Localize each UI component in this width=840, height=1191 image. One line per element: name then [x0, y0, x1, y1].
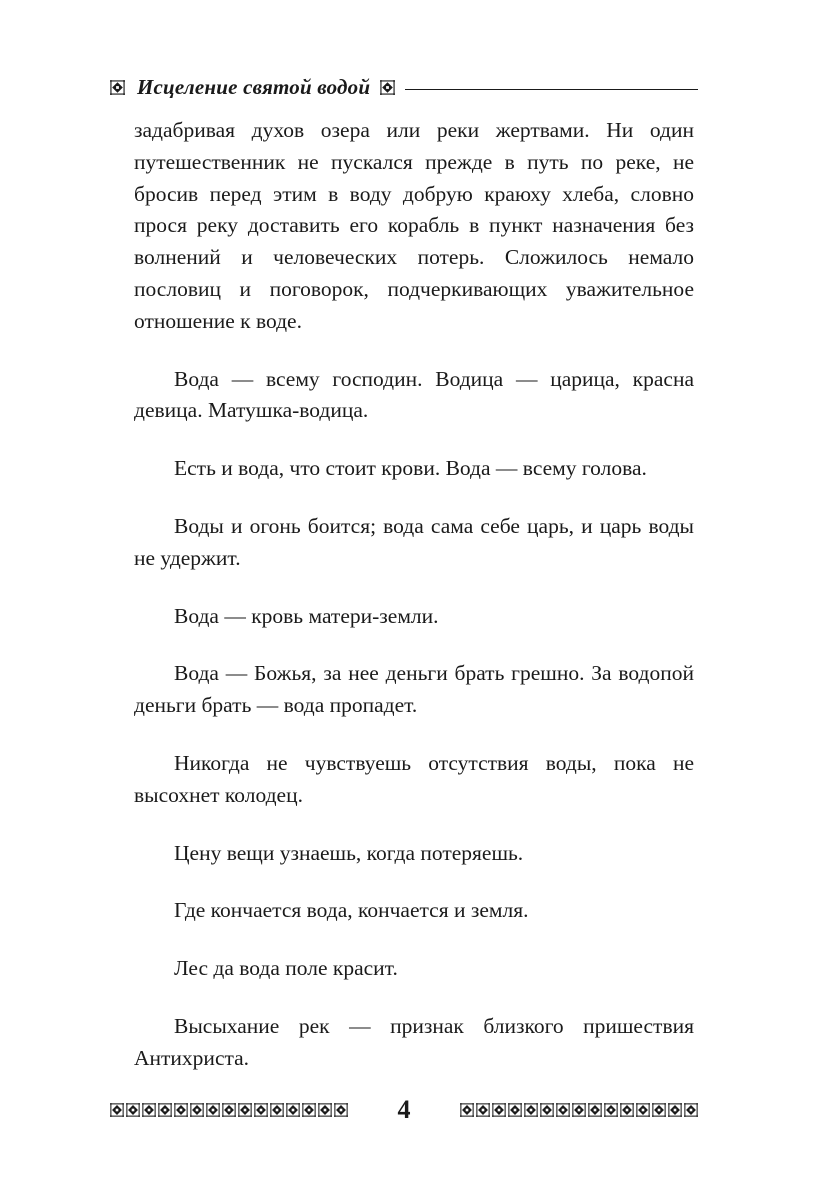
ornament-band-right — [460, 1103, 698, 1117]
ornament-icon — [142, 1103, 156, 1117]
ornament-icon — [126, 1103, 140, 1117]
ornament-icon — [380, 80, 395, 95]
ornament-icon — [110, 1103, 124, 1117]
ornament-icon — [206, 1103, 220, 1117]
ornament-icon — [684, 1103, 698, 1117]
ornament-icon — [620, 1103, 634, 1117]
ornament-icon — [238, 1103, 252, 1117]
page-body — [134, 115, 694, 1075]
ornament-icon — [588, 1103, 602, 1117]
ornament-icon — [476, 1103, 490, 1117]
proverb-paragraph: Никогда не чувствуешь отсутствия воды, пока не высохнет колодец. — [134, 750, 694, 807]
proverb-paragraph: Лес да вода поле красит. — [174, 956, 398, 981]
proverb-paragraph: Вода — всему господин. Водица — царица, красна девица. Матушка-водица. — [134, 366, 694, 423]
ornament-icon — [190, 1103, 204, 1117]
ornament-icon — [302, 1103, 316, 1117]
ornament-icon — [652, 1103, 666, 1117]
ornament-icon — [286, 1103, 300, 1117]
ornament-icon — [158, 1103, 172, 1117]
ornament-icon — [174, 1103, 188, 1117]
page-footer — [110, 1093, 698, 1127]
ornament-icon — [508, 1103, 522, 1117]
ornament-icon — [636, 1103, 650, 1117]
ornament-icon — [492, 1103, 506, 1117]
ornament-icon — [524, 1103, 538, 1117]
ornament-icon — [270, 1103, 284, 1117]
page-number: 4 — [397, 1095, 411, 1124]
ornament-icon — [334, 1103, 348, 1117]
header-rule — [405, 89, 698, 90]
ornament-icon — [318, 1103, 332, 1117]
ornament-icon — [556, 1103, 570, 1117]
ornament-icon — [604, 1103, 618, 1117]
proverb-paragraph: Вода — Божья, за нее деньги брать грешно. За водопой деньги брать — вода пропадет. — [134, 661, 694, 718]
ornament-icon — [254, 1103, 268, 1117]
paragraph-continuation: задабривая духов озера или реки жертвами. Ни один путешественник не пускался прежде в путь по реке, не бросив перед этим в воду добрую краюху хлеба, словно прося реку доставить его корабль в пункт назначения без волнений и человеческих потерь. Сложилось немало пословиц и поговорок, подчеркивающих уважительное отношение к воде. — [134, 118, 694, 333]
running-header-title: Исцеление святой водой — [137, 74, 371, 99]
ornament-icon — [222, 1103, 236, 1117]
proverb-paragraph: Воды и огонь боится; вода сама себе царь, и царь воды не удержит. — [134, 513, 694, 570]
ornament-icon — [668, 1103, 682, 1117]
ornament-icon — [110, 80, 125, 95]
proverb-paragraph: Где кончается вода, кончается и земля. — [174, 898, 529, 923]
proverb-paragraph: Цену вещи узнаешь, когда потеряешь. — [174, 840, 524, 865]
ornament-band-left — [110, 1103, 348, 1117]
running-header — [110, 70, 698, 104]
proverb-paragraph: Есть и вода, что стоит крови. Вода — всему голова. — [174, 456, 647, 481]
proverb-paragraph: Высыхание рек — признак близкого пришествия Антихриста. — [134, 1013, 694, 1070]
ornament-icon — [540, 1103, 554, 1117]
proverb-paragraph: Вода — кровь матери-земли. — [174, 603, 439, 628]
ornament-icon — [460, 1103, 474, 1117]
ornament-icon — [572, 1103, 586, 1117]
